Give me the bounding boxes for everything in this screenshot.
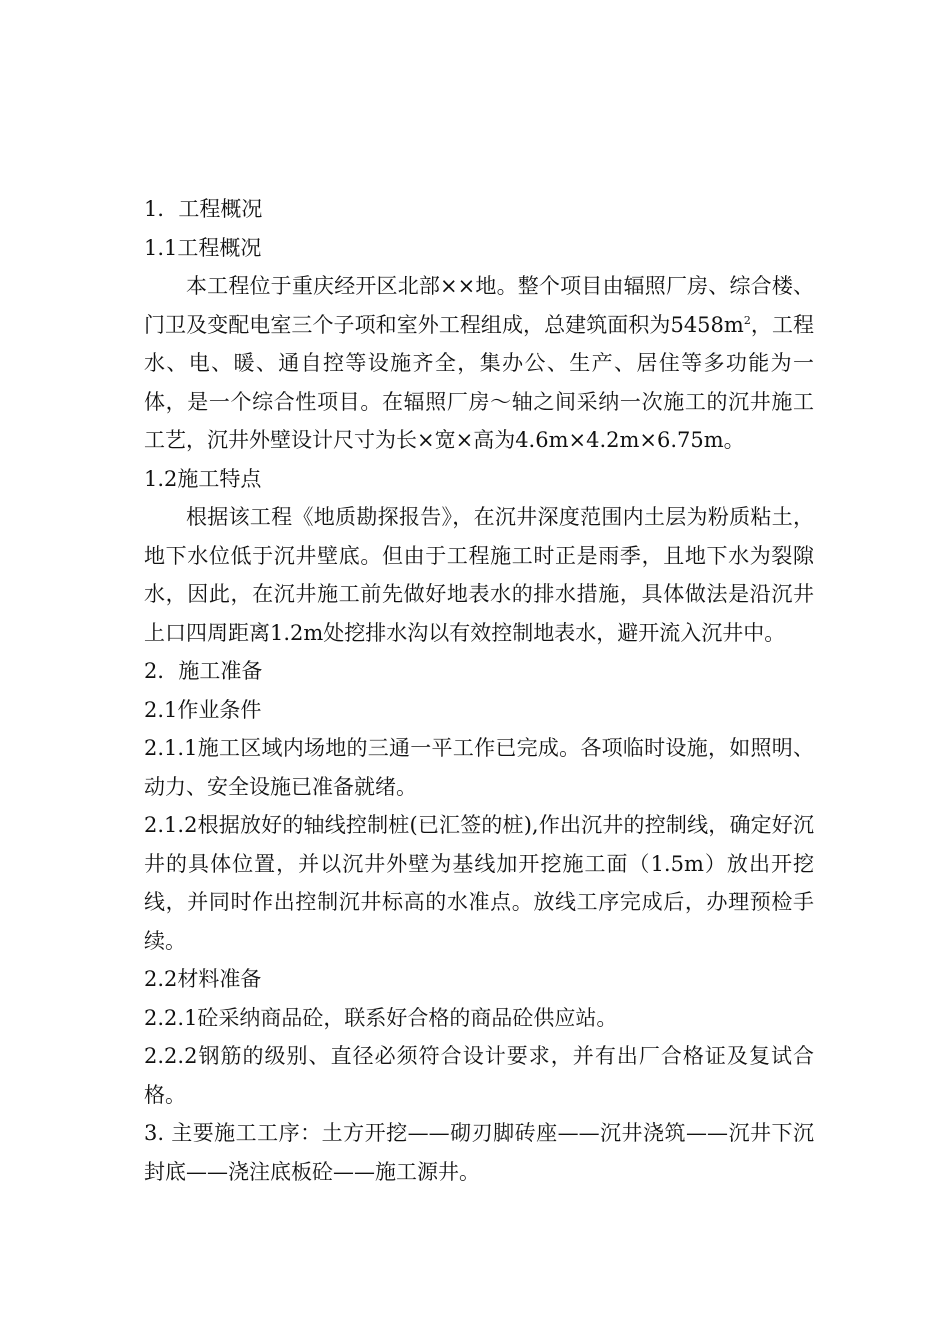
subsection-heading-1-2: 1.2施工特点 bbox=[144, 466, 262, 491]
paragraph-2-2-1: 2.2.1砼采纳商品砼，联系好合格的商品砼供应站。 bbox=[144, 1005, 618, 1030]
superscript-2: 2 bbox=[743, 313, 751, 327]
paragraph-2-1-2: 2.1.2根据放好的轴线控制桩(已汇签的桩),作出沉井的控制线，确定好沉井的具体位置，并以沉井外壁为基线加开挖施工面（1.5m）放出开挖线，并同时作出控制沉井标高的水准点。放线工序完成后，办理预检手续。 bbox=[144, 813, 814, 953]
subsection-heading-1-1: 1.1工程概况 bbox=[144, 235, 262, 260]
paragraph-2-2-2: 2.2.2钢筋的级别、直径必须符合设计要求，并有出厂合格证及复试合格。 bbox=[144, 1044, 814, 1107]
paragraph-text-part: 本工程位于重庆经开区北部××地。整个项目由辐照厂房、综合楼、门卫及变配电室三个子项和室外工程组成，总建筑面积为5458m bbox=[144, 274, 814, 337]
paragraph-2-1-1: 2.1.1施工区域内场地的三通一平工作已完成。各项临时设施，如照明、动力、安全设施已准备就绪。 bbox=[144, 736, 814, 799]
section-heading-1: 1．工程概况 bbox=[144, 197, 263, 221]
paragraph-construction-features: 根据该工程《地质勘探报告》，在沉井深度范围内土层为粉质粘土，地下水位低于沉井壁底。但由于工程施工时正是雨季，且地下水为裂隙水，因此，在沉井施工前先做好地表水的排水措施，具体做法是沿沉井上口四周距离1.2m处挖排水沟以有效控制地表水，避开流入沉井中。 bbox=[144, 505, 814, 645]
section-heading-2: 2．施工准备 bbox=[144, 659, 263, 683]
document-body bbox=[144, 190, 814, 1191]
subsection-heading-2-2: 2.2材料准备 bbox=[144, 967, 262, 991]
paragraph-text-part: ，工程水、电、暖、通自控等设施齐全，集办公、生产、居住等多功能为一体，是一个综合性项目。在辐照厂房～轴之间采纳一次施工的沉井施工工艺，沉井外壁设计尺寸为长×宽×高为4.6m×4.2m×6.75m。 bbox=[144, 312, 815, 452]
section-heading-3: 3. 主要施工工序：土方开挖——砌刃脚砖座——沉井浇筑——沉井下沉封底——浇注底板砼——施工源井。 bbox=[144, 1121, 814, 1184]
paragraph-project-overview bbox=[144, 267, 814, 460]
subsection-heading-2-1: 2.1作业条件 bbox=[144, 697, 262, 722]
